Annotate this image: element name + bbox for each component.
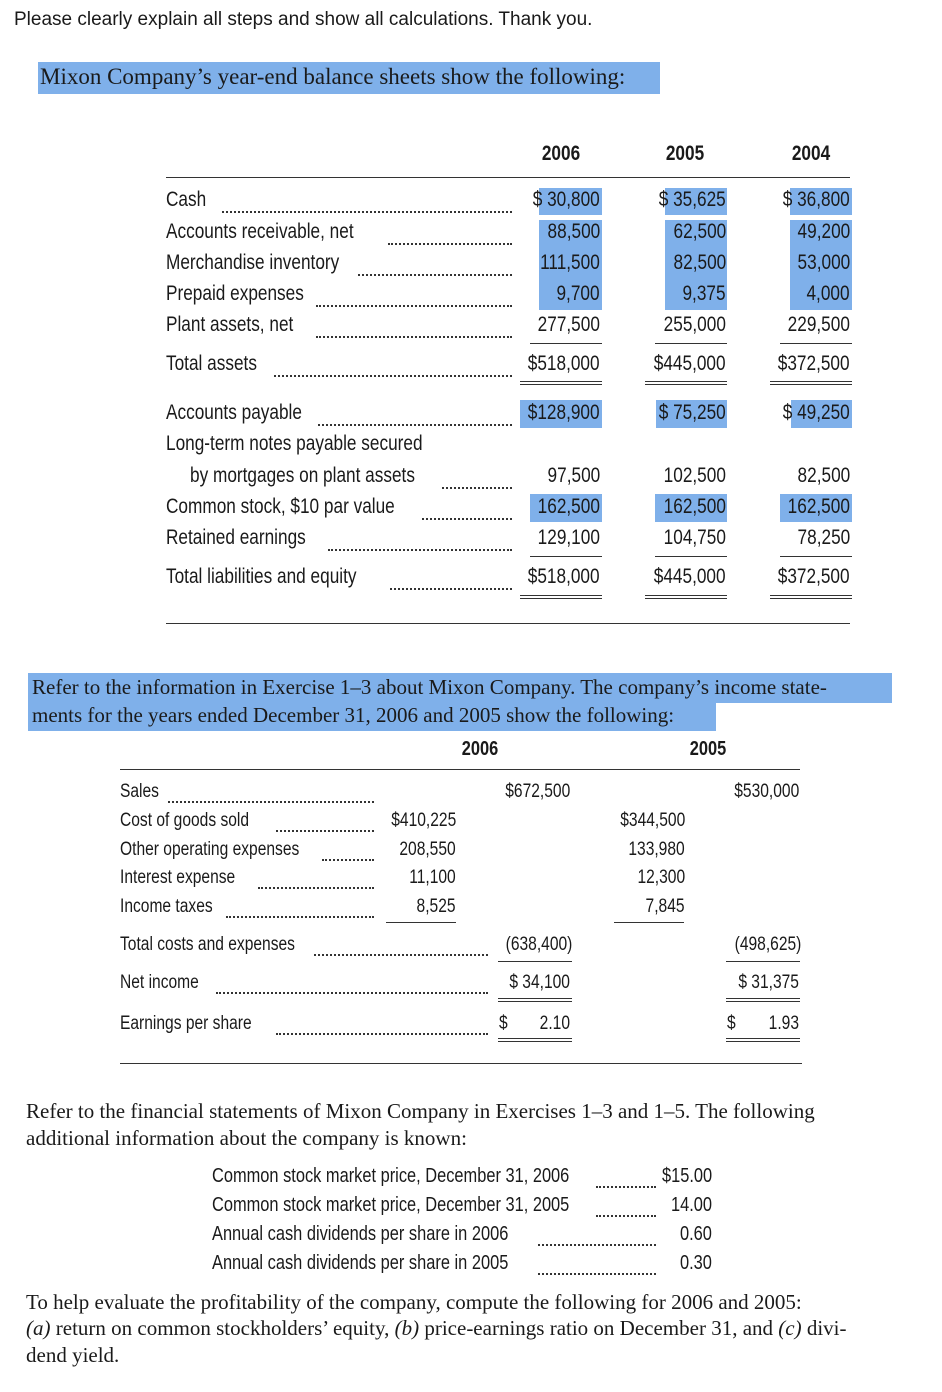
bs-total-le-2005: $445,000 bbox=[654, 565, 726, 588]
bs-inventory-2005: 82,500 bbox=[673, 251, 726, 274]
double-rule bbox=[726, 1038, 800, 1042]
bs-retained-2005: 104,750 bbox=[663, 526, 726, 549]
leader-dots bbox=[314, 954, 488, 956]
question-line2 bbox=[26, 1316, 847, 1341]
bs-label-ap: Accounts payable bbox=[166, 401, 302, 424]
leader-dots bbox=[222, 211, 512, 213]
bs-prepaid-2004: 4,000 bbox=[806, 282, 850, 305]
bs-label-total-le: Total liabilities and equity bbox=[166, 565, 357, 588]
bs-common-2006: 162,500 bbox=[537, 495, 600, 518]
double-rule bbox=[498, 998, 572, 1002]
bs-label-retained: Retained earnings bbox=[166, 526, 306, 549]
is-net-income-2006: $ 34,100 bbox=[509, 972, 570, 993]
bs-ltnotes-2004: 82,500 bbox=[797, 464, 850, 487]
double-rule bbox=[770, 595, 852, 599]
is-opex-2006: 208,550 bbox=[399, 839, 456, 860]
bs-ar-2004: 49,200 bbox=[797, 220, 850, 243]
is-year-2005: 2005 bbox=[689, 738, 727, 760]
bs-plant-2005: 255,000 bbox=[663, 313, 726, 336]
bs-label-plant: Plant assets, net bbox=[166, 313, 294, 336]
leader-dots bbox=[274, 375, 512, 377]
leader-dots bbox=[226, 916, 374, 918]
is-label-taxes: Income taxes bbox=[120, 896, 213, 917]
leader-dots bbox=[216, 992, 488, 994]
is-label-total-costs: Total costs and expenses bbox=[120, 934, 295, 955]
is-interest-2006: 11,100 bbox=[409, 867, 456, 888]
bs-plant-2006: 277,500 bbox=[537, 313, 600, 336]
is-label-eps: Earnings per share bbox=[120, 1013, 252, 1034]
bs-prepaid-2005: 9,375 bbox=[682, 282, 726, 305]
leader-dots bbox=[316, 336, 512, 338]
bs-cash-2004: $ 36,800 bbox=[782, 188, 850, 211]
is-intro-line2: ments for the years ended December 31, 2006 and 2005 show the following: bbox=[32, 703, 675, 727]
is-eps-2005-symbol: $ bbox=[727, 1013, 736, 1034]
bs-total-assets-2004: $372,500 bbox=[778, 352, 850, 375]
double-rule bbox=[520, 381, 602, 385]
bs-plant-2004: 229,500 bbox=[787, 313, 850, 336]
double-rule bbox=[520, 595, 602, 599]
add-value-price-2006: $15.00 bbox=[661, 1165, 712, 1187]
bs-cash-2006: $ 30,800 bbox=[532, 188, 600, 211]
bs-ap-2006: $128,900 bbox=[528, 401, 600, 424]
is-sales-2005: $530,000 bbox=[734, 781, 799, 802]
bs-retained-2004: 78,250 bbox=[797, 526, 850, 549]
is-eps-2006-symbol: $ bbox=[499, 1013, 508, 1034]
is-intro-line1: Refer to the information in Exercise 1–3 about Mixon Company. The company’s income state- bbox=[32, 675, 827, 699]
question-a-text: return on common stockholders’ equity, bbox=[50, 1316, 395, 1340]
is-year-2006: 2006 bbox=[461, 738, 499, 760]
bs-total-le-2004: $372,500 bbox=[778, 565, 850, 588]
leader-dots bbox=[390, 588, 512, 590]
instruction-text: Please clearly explain all steps and show all calculations. Thank you. bbox=[14, 9, 593, 30]
subtotal-rule bbox=[530, 556, 602, 557]
leader-dots bbox=[596, 1186, 656, 1188]
is-label-sales: Sales bbox=[120, 781, 159, 802]
bs-header-rule bbox=[166, 177, 850, 178]
add-intro-line2: additional information about the company is known: bbox=[26, 1126, 467, 1150]
bs-label-inventory: Merchandise inventory bbox=[166, 251, 340, 274]
is-eps-2005: 1.93 bbox=[768, 1013, 799, 1034]
leader-dots bbox=[276, 830, 374, 832]
bs-label-total-assets: Total assets bbox=[166, 352, 257, 375]
bs-ltnotes-2006: 97,500 bbox=[547, 464, 600, 487]
subtotal-rule bbox=[498, 961, 572, 962]
leader-dots bbox=[276, 1033, 488, 1035]
subtotal-rule bbox=[530, 343, 602, 344]
is-label-interest: Interest expense bbox=[120, 867, 236, 888]
add-label-price-2005: Common stock market price, December 31, 2005 bbox=[212, 1194, 570, 1216]
bs-ar-2005: 62,500 bbox=[673, 220, 726, 243]
leader-dots bbox=[422, 518, 512, 520]
subtotal-rule bbox=[655, 343, 727, 344]
bs-common-2005: 162,500 bbox=[663, 495, 726, 518]
is-opex-2005: 133,980 bbox=[628, 839, 685, 860]
is-label-cogs: Cost of goods sold bbox=[120, 810, 250, 831]
question-b-label: (b) bbox=[394, 1316, 420, 1340]
subtotal-rule bbox=[780, 556, 852, 557]
question-b-text: price-earnings ratio on December 31, and bbox=[419, 1316, 779, 1340]
bs-cash-2005: $ 35,625 bbox=[658, 188, 726, 211]
double-rule bbox=[498, 1038, 572, 1042]
leader-dots bbox=[168, 801, 374, 803]
question-line3: dend yield. bbox=[26, 1343, 120, 1367]
bs-year-2006: 2006 bbox=[541, 142, 581, 165]
bs-bottom-rule bbox=[166, 623, 850, 624]
double-rule bbox=[645, 381, 727, 385]
question-a-label: (a) bbox=[26, 1316, 51, 1340]
is-header-rule bbox=[120, 769, 800, 770]
bs-label-cash: Cash bbox=[166, 188, 207, 211]
is-cogs-2005: $344,500 bbox=[620, 810, 685, 831]
subtotal-rule bbox=[386, 922, 456, 923]
bs-total-assets-2005: $445,000 bbox=[654, 352, 726, 375]
add-intro-line1: Refer to the financial statements of Mixon Company in Exercises 1–3 and 1–5. The following bbox=[26, 1099, 815, 1123]
bs-ap-2005: $ 75,250 bbox=[658, 401, 726, 424]
bs-inventory-2006: 111,500 bbox=[540, 251, 600, 274]
bs-label-ar: Accounts receivable, net bbox=[166, 220, 354, 243]
add-value-price-2005: 14.00 bbox=[670, 1194, 712, 1216]
question-c-label: (c) bbox=[778, 1316, 802, 1340]
is-cogs-2006: $410,225 bbox=[391, 810, 456, 831]
bs-year-2004: 2004 bbox=[791, 142, 831, 165]
leader-dots bbox=[258, 887, 374, 889]
is-label-opex: Other operating expenses bbox=[120, 839, 300, 860]
add-value-div-2005: 0.30 bbox=[680, 1252, 712, 1274]
subtotal-rule bbox=[726, 961, 800, 962]
bs-common-2004: 162,500 bbox=[787, 495, 850, 518]
leader-dots bbox=[322, 859, 374, 861]
bs-ltnotes-2005: 102,500 bbox=[663, 464, 726, 487]
add-label-div-2005: Annual cash dividends per share in 2005 bbox=[212, 1252, 509, 1274]
question-line1: To help evaluate the profitability of the company, compute the following for 2006 and 2005: bbox=[26, 1290, 802, 1314]
leader-dots bbox=[358, 274, 512, 276]
bs-retained-2006: 129,100 bbox=[537, 526, 600, 549]
bs-label-ltnotes: by mortgages on plant assets bbox=[190, 464, 415, 487]
bs-total-assets-2006: $518,000 bbox=[528, 352, 600, 375]
is-bottom-rule bbox=[120, 1063, 802, 1064]
is-label-net-income: Net income bbox=[120, 972, 199, 993]
leader-dots bbox=[328, 549, 512, 551]
bs-ap-2004: $ 49,250 bbox=[782, 401, 850, 424]
leader-dots bbox=[318, 424, 512, 426]
is-total-costs-2006: (638,400) bbox=[505, 934, 572, 955]
leader-dots bbox=[316, 305, 512, 307]
bs-prepaid-2006: 9,700 bbox=[556, 282, 600, 305]
bs-label-prepaid: Prepaid expenses bbox=[166, 282, 304, 305]
balance-sheet-heading: Mixon Company’s year-end balance sheets show the following: bbox=[40, 64, 626, 89]
leader-dots bbox=[442, 487, 512, 489]
double-rule bbox=[645, 595, 727, 599]
is-eps-2006: 2.10 bbox=[539, 1013, 570, 1034]
bs-label-ltnotes-line1: Long-term notes payable secured bbox=[166, 432, 423, 455]
bs-year-2005: 2005 bbox=[665, 142, 705, 165]
bs-inventory-2004: 53,000 bbox=[797, 251, 850, 274]
leader-dots bbox=[596, 1215, 656, 1217]
subtotal-rule bbox=[780, 343, 852, 344]
is-interest-2005: 12,300 bbox=[637, 867, 685, 888]
leader-dots bbox=[388, 243, 512, 245]
leader-dots bbox=[538, 1273, 656, 1275]
is-sales-2006: $672,500 bbox=[505, 781, 570, 802]
question-c-text: divi- bbox=[801, 1316, 847, 1340]
is-taxes-2005: 7,845 bbox=[646, 896, 685, 917]
add-label-div-2006: Annual cash dividends per share in 2006 bbox=[212, 1223, 509, 1245]
bs-total-le-2006: $518,000 bbox=[528, 565, 600, 588]
leader-dots bbox=[538, 1244, 656, 1246]
add-value-div-2006: 0.60 bbox=[680, 1223, 712, 1245]
add-label-price-2006: Common stock market price, December 31, 2006 bbox=[212, 1165, 570, 1187]
is-net-income-2005: $ 31,375 bbox=[738, 972, 799, 993]
subtotal-rule bbox=[614, 922, 684, 923]
double-rule bbox=[770, 381, 852, 385]
double-rule bbox=[726, 998, 800, 1002]
subtotal-rule bbox=[655, 556, 727, 557]
is-taxes-2006: 8,525 bbox=[417, 896, 456, 917]
bs-ar-2006: 88,500 bbox=[547, 220, 600, 243]
is-total-costs-2005: (498,625) bbox=[734, 934, 801, 955]
bs-label-common: Common stock, $10 par value bbox=[166, 495, 395, 518]
